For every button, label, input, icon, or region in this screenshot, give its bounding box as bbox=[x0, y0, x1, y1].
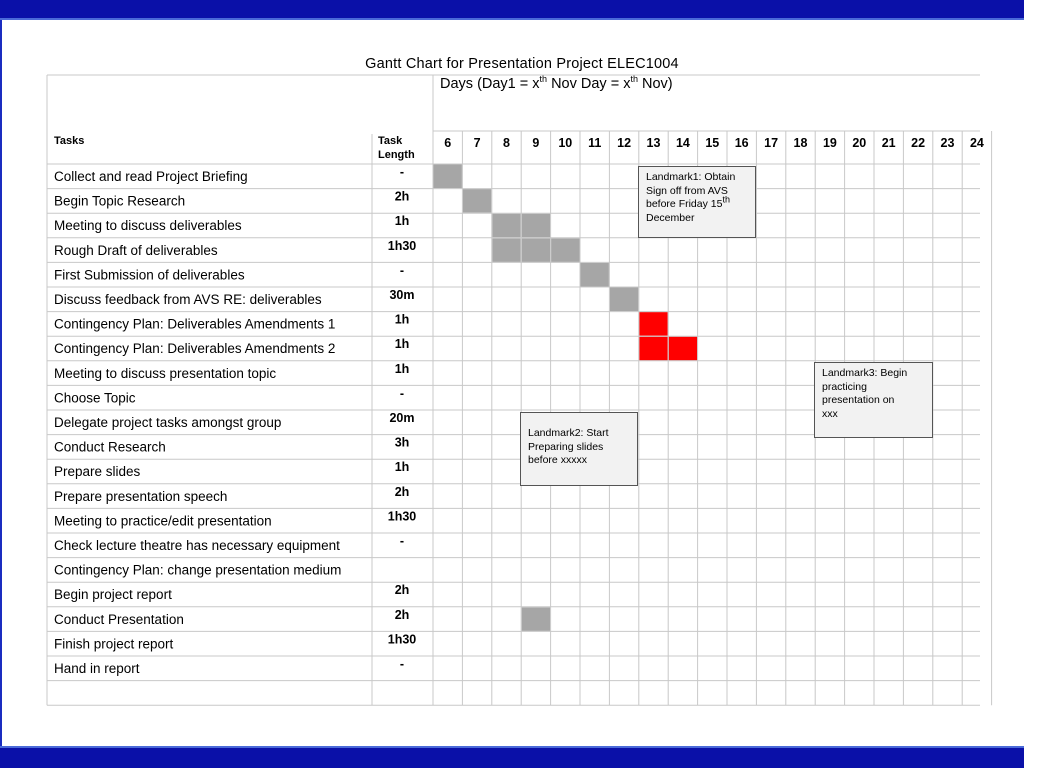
task-length: 1h30 bbox=[387, 632, 417, 647]
landmark1-sup: th bbox=[722, 194, 730, 205]
task-name: Meeting to discuss deliverables bbox=[54, 218, 242, 234]
task-name: Contingency Plan: Deliverables Amendments 1 bbox=[54, 316, 336, 332]
task-length: 1h30 bbox=[387, 509, 417, 524]
task-name: Check lecture theatre has necessary equipment bbox=[54, 538, 340, 553]
gantt-bar bbox=[492, 238, 520, 262]
day-label: 24 bbox=[969, 136, 984, 150]
day-label: 22 bbox=[911, 136, 926, 150]
task-name: Meeting to discuss presentation topic bbox=[54, 365, 277, 381]
day-label: 11 bbox=[588, 136, 602, 150]
task-name: Finish project report bbox=[54, 636, 174, 652]
days-header-prefix: Days (Day1 = x bbox=[440, 76, 540, 92]
day-label: 17 bbox=[764, 136, 779, 150]
landmark3-line-1: Landmark3: Begin bbox=[822, 367, 908, 379]
landmark2-line-3: before xxxxx bbox=[528, 454, 587, 466]
task-name: Contingency Plan: change presentation medium bbox=[54, 562, 342, 578]
task-length: 2h bbox=[394, 189, 410, 204]
gantt-bar bbox=[522, 607, 550, 631]
day-label: 15 bbox=[705, 136, 720, 150]
day-label: 13 bbox=[646, 136, 661, 150]
days-header-mid: Nov Day = x bbox=[547, 76, 631, 92]
landmark1-line-3: before Friday 15 bbox=[646, 198, 723, 210]
landmark1-line-1: Landmark1: Obtain bbox=[646, 171, 736, 183]
day-label: 20 bbox=[852, 136, 867, 150]
task-name: Rough Draft of deliverables bbox=[54, 242, 218, 258]
task-length: 2h bbox=[394, 484, 410, 499]
landmark1-line-4: December bbox=[646, 211, 695, 224]
day-label: 8 bbox=[503, 136, 510, 150]
task-name: Delegate project tasks amongst group bbox=[54, 415, 282, 430]
gantt-bar bbox=[639, 312, 667, 336]
day-label: 18 bbox=[793, 136, 808, 150]
gantt-bar bbox=[669, 337, 697, 361]
gantt-bar bbox=[581, 263, 609, 287]
day-label: 6 bbox=[444, 136, 452, 150]
day-label: 23 bbox=[940, 136, 955, 150]
task-length: 1h30 bbox=[387, 238, 417, 253]
task-length: 1h bbox=[394, 214, 410, 229]
day-label: 7 bbox=[473, 136, 481, 150]
task-name: Hand in report bbox=[54, 661, 140, 676]
days-header-sup-2: th bbox=[630, 74, 638, 85]
length-header-line2: Length bbox=[378, 149, 415, 161]
task-name: Meeting to practice/edit presentation bbox=[54, 513, 272, 529]
task-length: - bbox=[399, 534, 405, 548]
days-header bbox=[440, 76, 673, 92]
task-name: Contingency Plan: Deliverables Amendments 2 bbox=[54, 341, 336, 357]
tasks-header: Tasks bbox=[54, 135, 85, 147]
task-name: Conduct Presentation bbox=[54, 611, 184, 627]
task-name: Choose Topic bbox=[54, 390, 136, 406]
task-length: 30m bbox=[389, 288, 415, 302]
task-length: 2h bbox=[394, 607, 410, 622]
task-length: 20m bbox=[389, 411, 415, 425]
task-name: Conduct Research bbox=[54, 439, 166, 455]
task-length: 1h bbox=[394, 361, 410, 376]
day-label: 9 bbox=[532, 136, 540, 150]
task-name: First Submission of deliverables bbox=[54, 267, 245, 283]
gantt-bar bbox=[492, 214, 520, 238]
task-name: Begin project report bbox=[54, 587, 172, 603]
days-header-sup-1: th bbox=[539, 74, 548, 85]
task-name: Prepare slides bbox=[54, 464, 141, 480]
task-length: 1h bbox=[394, 312, 410, 327]
landmark2-line-1: Landmark2: Start bbox=[528, 427, 609, 439]
landmark1-note bbox=[638, 166, 756, 238]
task-length: 1h bbox=[394, 337, 410, 352]
gantt-bar bbox=[434, 165, 462, 189]
task-length: 3h bbox=[394, 435, 410, 450]
task-name: Prepare presentation speech bbox=[54, 488, 228, 504]
landmark1-line-2: Sign off from AVS bbox=[646, 184, 728, 197]
chart-title: Gantt Chart for Presentation Project ELEC1004 bbox=[365, 56, 679, 72]
task-length: - bbox=[399, 657, 405, 671]
gantt-bar bbox=[551, 238, 579, 262]
task-name: Collect and read Project Briefing bbox=[54, 169, 248, 184]
landmark3-line-2: practicing bbox=[822, 380, 867, 393]
gantt-bar bbox=[610, 288, 638, 312]
task-length: - bbox=[399, 263, 405, 278]
day-label: 10 bbox=[558, 136, 573, 150]
gantt-bar bbox=[522, 238, 550, 262]
landmark3-line-3: presentation on bbox=[822, 394, 895, 406]
day-label: 14 bbox=[675, 136, 690, 150]
gantt-bar bbox=[463, 189, 491, 213]
gantt-bar bbox=[639, 337, 667, 361]
days-header-suffix: Nov) bbox=[637, 76, 673, 92]
task-length: 2h bbox=[394, 583, 410, 598]
day-label: 21 bbox=[881, 136, 896, 150]
window-bottom-bar bbox=[0, 746, 1024, 768]
task-length: 1h bbox=[394, 460, 410, 475]
landmark3-line-4: xxx bbox=[822, 407, 838, 420]
landmark3-note bbox=[814, 362, 933, 438]
landmark2-note bbox=[520, 412, 638, 486]
gantt-bar bbox=[522, 214, 550, 238]
day-label: 12 bbox=[617, 136, 632, 150]
landmark2-line-2: Preparing slides bbox=[528, 440, 604, 453]
day-label: 19 bbox=[822, 136, 837, 150]
day-label: 16 bbox=[734, 136, 749, 150]
task-name: Discuss feedback from AVS RE: deliverables bbox=[54, 292, 322, 307]
task-length: - bbox=[399, 165, 405, 179]
task-name: Begin Topic Research bbox=[54, 193, 186, 209]
task-length: - bbox=[399, 386, 405, 401]
length-header-line1: Task bbox=[378, 135, 403, 147]
